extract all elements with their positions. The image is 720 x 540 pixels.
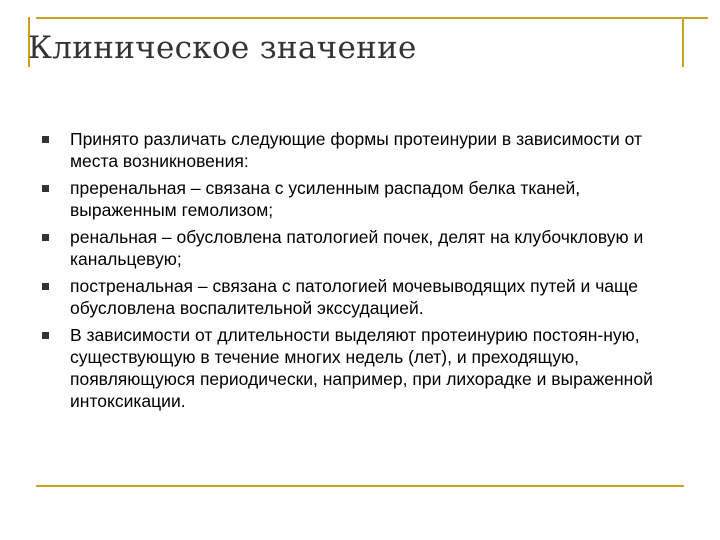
bullet-item xyxy=(42,177,682,221)
right-frame-line xyxy=(682,17,684,67)
bullet-text: преренальная – связана с усиленным распадом белка тканей, выраженным гемолизом; xyxy=(70,178,581,220)
square-bullet-icon xyxy=(42,136,49,143)
square-bullet-icon xyxy=(42,283,49,290)
bullet-text: Принято различать следующие формы протеинурии в зависимости от места возникновения: xyxy=(70,129,642,171)
bullet-text: ренальная – обусловлена патологией почек, делят на клубочкловую и канальцевую; xyxy=(70,227,644,269)
slide-title: Клиническое значение xyxy=(28,30,417,66)
bullet-list xyxy=(42,128,682,417)
square-bullet-icon xyxy=(42,234,49,241)
top-divider-line xyxy=(36,17,708,19)
bullet-item xyxy=(42,128,682,172)
bullet-item xyxy=(42,275,682,319)
square-bullet-icon xyxy=(42,332,49,339)
bullet-text: постренальная – связана с патологией мочевыводящих путей и чаще обусловлена воспалительной экссудацией. xyxy=(70,276,638,318)
bottom-divider-line xyxy=(36,485,684,487)
bullet-item xyxy=(42,324,682,412)
square-bullet-icon xyxy=(42,185,49,192)
bullet-text: В зависимости от длительности выделяют протеинурию постоян-ную, существующую в течение многих недель (лет), и преходящую, появляющуюся периодически, например, при лихорадке и выраженной интоксикации. xyxy=(70,325,653,411)
bullet-item xyxy=(42,226,682,270)
